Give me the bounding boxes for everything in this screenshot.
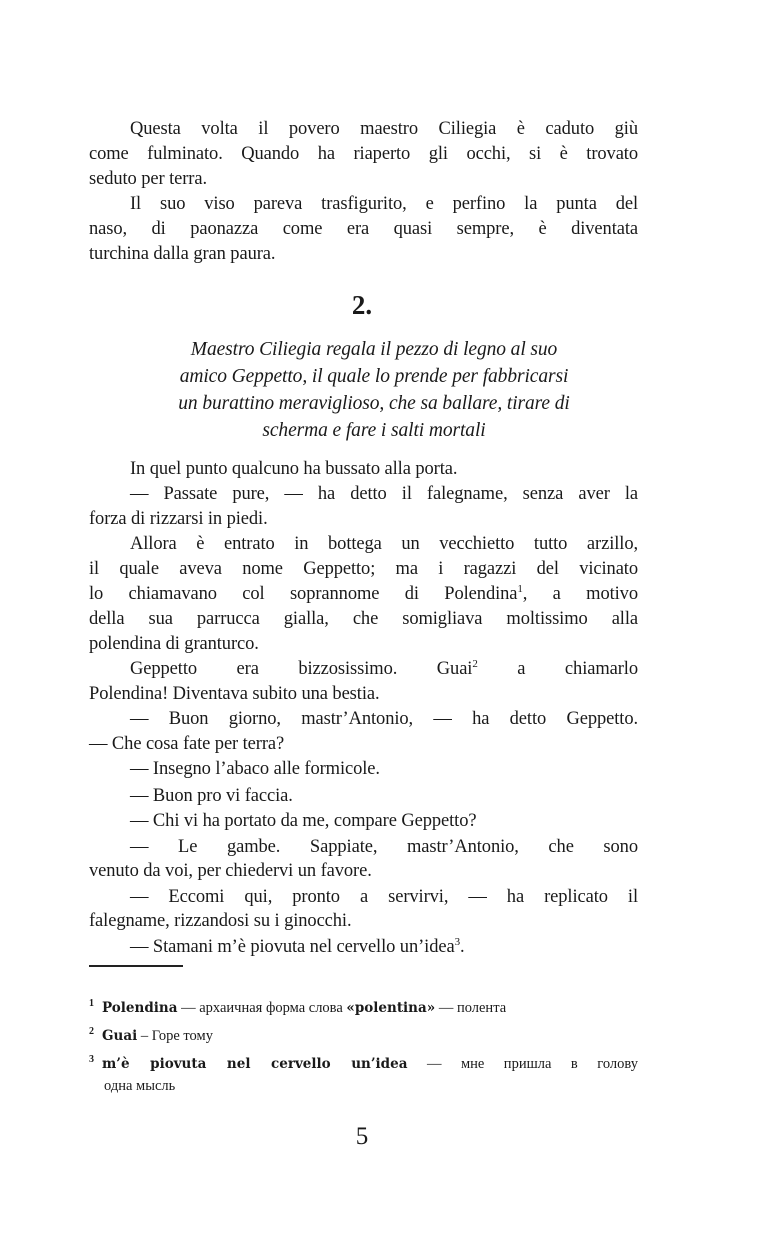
line-text: turchina dalla gran paura. xyxy=(89,244,276,264)
line-text: seduto per terra. xyxy=(89,169,207,189)
text-line xyxy=(130,758,638,780)
text-line xyxy=(130,118,638,140)
line-text: — Buon giorno, mastr’Antonio, — ha detto Geppetto. xyxy=(130,709,638,729)
line-text: — Passate pure, — ha detto il falegname, senza aver la xyxy=(130,484,638,504)
footnote-text: — мне пришла в голову xyxy=(407,1056,638,1072)
text-line xyxy=(130,458,638,480)
text-line xyxy=(130,533,638,555)
text-line xyxy=(89,633,638,655)
footnote-divider xyxy=(89,965,183,967)
line-text: a chiamarlo xyxy=(477,659,638,679)
text-line xyxy=(130,193,638,215)
line-text: — Che cosa fate per terra? xyxy=(89,734,285,754)
line-text: — Insegno l’abaco alle formicole. xyxy=(130,759,380,779)
line-text: — Stamani m’è piovuta nel cervello un’idea xyxy=(130,937,455,957)
text-line xyxy=(89,243,638,265)
footnote xyxy=(89,998,638,1018)
line-text: naso, di paonazza come era quasi sempre, è diventata xyxy=(89,219,638,239)
footnote-number: 1 xyxy=(89,998,94,1009)
footnote-text: — полента xyxy=(435,1000,507,1016)
line-text: Il suo viso pareva trasfigurito, e perfino la punta del xyxy=(130,194,638,214)
text-line xyxy=(130,658,638,680)
footnote-number: 3 xyxy=(89,1054,94,1065)
footnote-ref: 3 xyxy=(454,936,460,948)
footnote xyxy=(104,1076,653,1096)
line-text: Allora è entrato in bottega un vecchietto tutto arzillo, xyxy=(130,534,638,554)
line-text: venuto da voi, per chiedervi un favore. xyxy=(89,861,372,881)
footnote-term: «polentina» xyxy=(346,1000,436,1016)
text-line xyxy=(89,218,638,240)
line-text: della sua parrucca gialla, che somigliava moltissimo alla xyxy=(89,609,638,629)
line-text: polendina di granturco. xyxy=(89,634,259,654)
line-text: falegname, rizzandosi su i ginocchi. xyxy=(89,911,352,931)
line-text: Polendina! Diventava subito una bestia. xyxy=(89,684,380,704)
text-line xyxy=(89,558,638,580)
text-line xyxy=(130,936,638,958)
text-line xyxy=(130,810,638,832)
text-line xyxy=(89,608,638,630)
line-text: il quale aveva nome Geppetto; ma i ragazzi del vicinato xyxy=(89,559,638,579)
footnote-ref: 1 xyxy=(517,583,523,595)
line-text: — Eccomi qui, pronto a servirvi, — ha replicato il xyxy=(130,887,638,907)
line-text: . xyxy=(460,937,465,957)
text-line xyxy=(89,910,638,932)
footnote xyxy=(89,1026,638,1046)
line-text: lo chiamavano col soprannome di Polendina xyxy=(89,584,518,604)
text-line xyxy=(130,483,638,505)
summary-line: scherma e fare i salti mortali xyxy=(262,420,486,441)
text-line xyxy=(89,583,638,605)
footnote-number: 2 xyxy=(89,1026,94,1037)
line-text: , a motivo xyxy=(522,584,638,604)
text-line xyxy=(89,860,638,882)
footnote-text: — архаичная форма слова xyxy=(177,1000,347,1016)
line-text: forza di rizzarsi in piedi. xyxy=(89,509,268,529)
summary-line: un burattino meraviglioso, che sa ballare, tirare di xyxy=(178,393,570,414)
footnote-ref: 2 xyxy=(472,658,478,670)
summary-line: Maestro Ciliegia regala il pezzo di legno al suo xyxy=(190,339,558,360)
text-line xyxy=(89,683,638,705)
line-text: In quel punto qualcuno ha bussato alla porta. xyxy=(130,459,458,479)
text-line xyxy=(89,508,638,530)
text-line xyxy=(89,168,638,190)
footnote-term: m’è piovuta nel cervello un’idea xyxy=(102,1056,408,1072)
footnote-term: Guai xyxy=(102,1028,138,1044)
line-text: Questa volta il povero maestro Ciliegia è caduto giù xyxy=(130,119,638,139)
text-line xyxy=(89,143,638,165)
text-line xyxy=(130,785,638,807)
text-line xyxy=(130,836,638,858)
summary-line: amico Geppetto, il quale lo prende per fabbricarsi xyxy=(179,366,569,387)
line-text: — Buon pro vi faccia. xyxy=(130,786,293,806)
text-line xyxy=(89,733,638,755)
line-text: — Chi vi ha portato da me, compare Geppetto? xyxy=(130,811,477,831)
page-number: 5 xyxy=(355,1123,369,1150)
footnote-term: Polendina xyxy=(102,1000,178,1016)
text-line xyxy=(130,708,638,730)
text-line xyxy=(130,886,638,908)
footnote-text: одна мысль xyxy=(104,1078,176,1094)
line-text: Geppetto era bizzosissimo. Guai xyxy=(130,659,473,679)
line-text: — Le gambe. Sappiate, mastr’Antonio, che sono xyxy=(130,837,638,857)
chapter-number: 2. xyxy=(351,290,373,320)
footnote xyxy=(89,1054,638,1074)
line-text: come fulminato. Quando ha riaperto gli occhi, si è trovato xyxy=(89,144,638,164)
footnote-text: – Горе тому xyxy=(137,1028,213,1044)
